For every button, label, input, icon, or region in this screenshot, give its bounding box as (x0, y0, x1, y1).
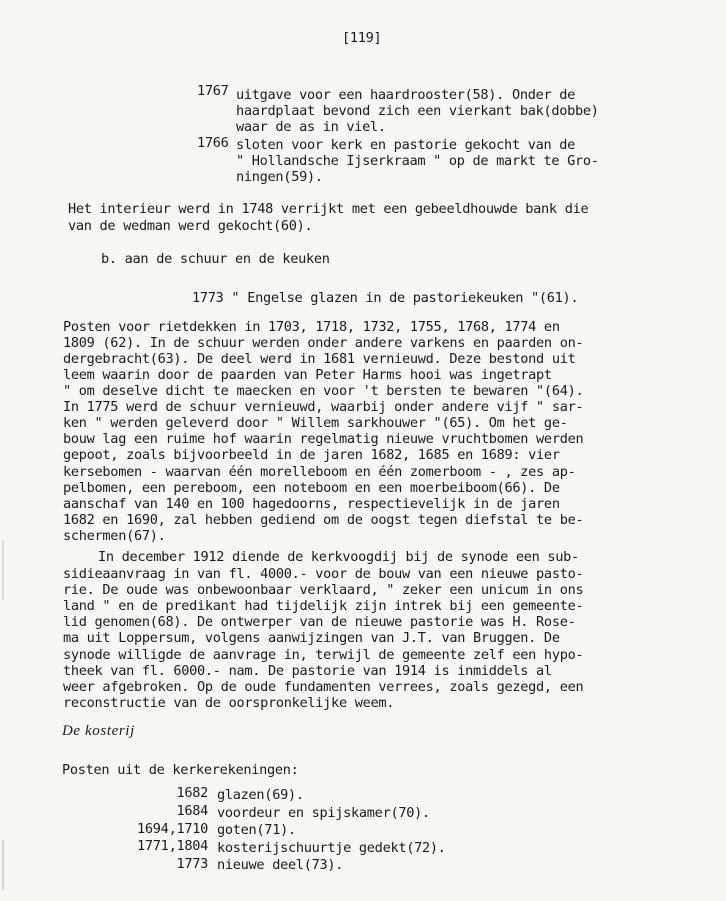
entry-line: waar de as in viel. (236, 119, 386, 135)
paragraph-line: weer afgebroken. Op de oude fundamenten verrees, zoals gezegd, een (63, 679, 584, 695)
entry-year: 1766 (197, 135, 229, 151)
section-heading: b. aan de schuur en de keuken (101, 251, 330, 267)
paragraph-line: 1809 (62). In de schuur werden onder andere varkens en paarden on- (63, 335, 584, 351)
kosterij-entry-text: glazen(69). (217, 787, 304, 803)
entry-line: haardplaat bevond zich een vierkant bak(dobbe) (236, 103, 599, 119)
paragraph-line: rie. De oude was onbewoonbaar verklaard, " zeker een unicum in ons (63, 582, 584, 598)
paragraph-line: van de wedman werd gekocht(60). (68, 218, 313, 234)
scan-edge-mark (2, 540, 4, 600)
paragraph-line: Posten voor rietdekken in 1703, 1718, 1732, 1755, 1768, 1774 en (63, 319, 560, 335)
paragraph-line: aanschaf van 140 en 100 hagedoorns, respectievelijk in de jaren (63, 496, 560, 512)
kosterij-entry-text: voordeur en spijskamer(70). (217, 805, 430, 821)
entry-line: sloten voor kerk en pastorie gekocht van de (236, 137, 576, 153)
scan-edge-mark (2, 840, 4, 890)
paragraph-line: " om deselve dicht te maecken en voor 't bersten te bewaren "(64). (63, 383, 584, 399)
kosterij-entry-year: 1682 (176, 785, 208, 801)
entry-line: ningen(59). (236, 169, 323, 185)
paragraph-line: ken " werden geleverd door " Willem sarkhouwer "(65). Om het ge- (63, 415, 568, 431)
paragraph-line: 1682 en 1690, zal hebben gediend om de oogst tegen diefstal te be- (63, 512, 584, 528)
entry-year: 1767 (197, 83, 229, 99)
paragraph-line: lid genomen(68). De ontwerper van de nieuwe pastorie was H. Rose- (63, 614, 576, 630)
entry-line: " Hollandsche Ijserkraam " op de markt te Gro- (236, 153, 599, 169)
page-number: [119] (342, 30, 382, 46)
paragraph-line: In december 1912 diende de kerkvoogdij bij de synode een sub- (98, 549, 579, 565)
kosterij-entry-text: goten(71). (217, 822, 296, 838)
entry-line: 1773 " Engelse glazen in de pastoriekeuken "(61). (192, 290, 579, 306)
kosterij-entry-year: 1694,1710 (137, 821, 208, 837)
paragraph-line: land " en de predikant had tijdelijk zijn intrek bij een gemeente- (63, 598, 584, 614)
paragraph-line: schermen(67). (63, 528, 166, 544)
entry-line: uitgave voor een haardrooster(58). Onder de (236, 87, 576, 103)
paragraph-line: gepoot, zoals bijvoorbeeld in de jaren 1682, 1685 en 1689: vier (63, 447, 560, 463)
kosterij-entry-text: nieuwe deel(73). (217, 857, 344, 873)
paragraph-line: ma uit Loppersum, volgens aanwijzingen van J.T. van Bruggen. De (63, 630, 560, 646)
paragraph-line: In 1775 werd de schuur vernieuwd, waarbij onder andere vijf " sar- (63, 399, 584, 415)
paragraph-line: sidieaanvraag in van fl. 4000.- voor de bouw van een nieuwe pasto- (63, 566, 584, 582)
kosterij-entry-year: 1771,1804 (137, 838, 208, 854)
kerkerekeningen-intro: Posten uit de kerkerekeningen: (62, 762, 299, 778)
kosterij-entry-year: 1773 (176, 856, 208, 872)
kosterij-entry-text: kosterijschuurtje gedekt(72). (217, 840, 446, 856)
paragraph-line: pelbomen, een pereboom, een noteboom en een moerbeiboom(66). De (63, 480, 560, 496)
paragraph-line: theek van fl. 6000.- nam. De pastorie van 1914 is inmiddels al (63, 663, 552, 679)
paragraph-line: kersebomen - waarvan één morelleboom en één zomerboom - , zes ap- (63, 464, 576, 480)
kosterij-entry-year: 1684 (176, 803, 208, 819)
paragraph-line: dergebracht(63). De deel werd in 1681 vernieuwd. Deze bestond uit (63, 351, 576, 367)
kosterij-heading: De kosterij (62, 723, 135, 739)
paragraph-line: leem waarin door de paarden van Peter Harms hooi was ingetrapt (63, 367, 552, 383)
paragraph-line: reconstructie van de oorspronkelijke weem. (63, 695, 395, 711)
paragraph-line: Het interieur werd in 1748 verrijkt met een gebeeldhouwde bank die (68, 201, 589, 217)
paragraph-line: bouw lag een ruime hof waarin regelmatig nieuwe vruchtbomen werden (63, 431, 584, 447)
paragraph-line: synode willigde de aanvrage in, terwijl de gemeente zelf een hypo- (63, 647, 584, 663)
